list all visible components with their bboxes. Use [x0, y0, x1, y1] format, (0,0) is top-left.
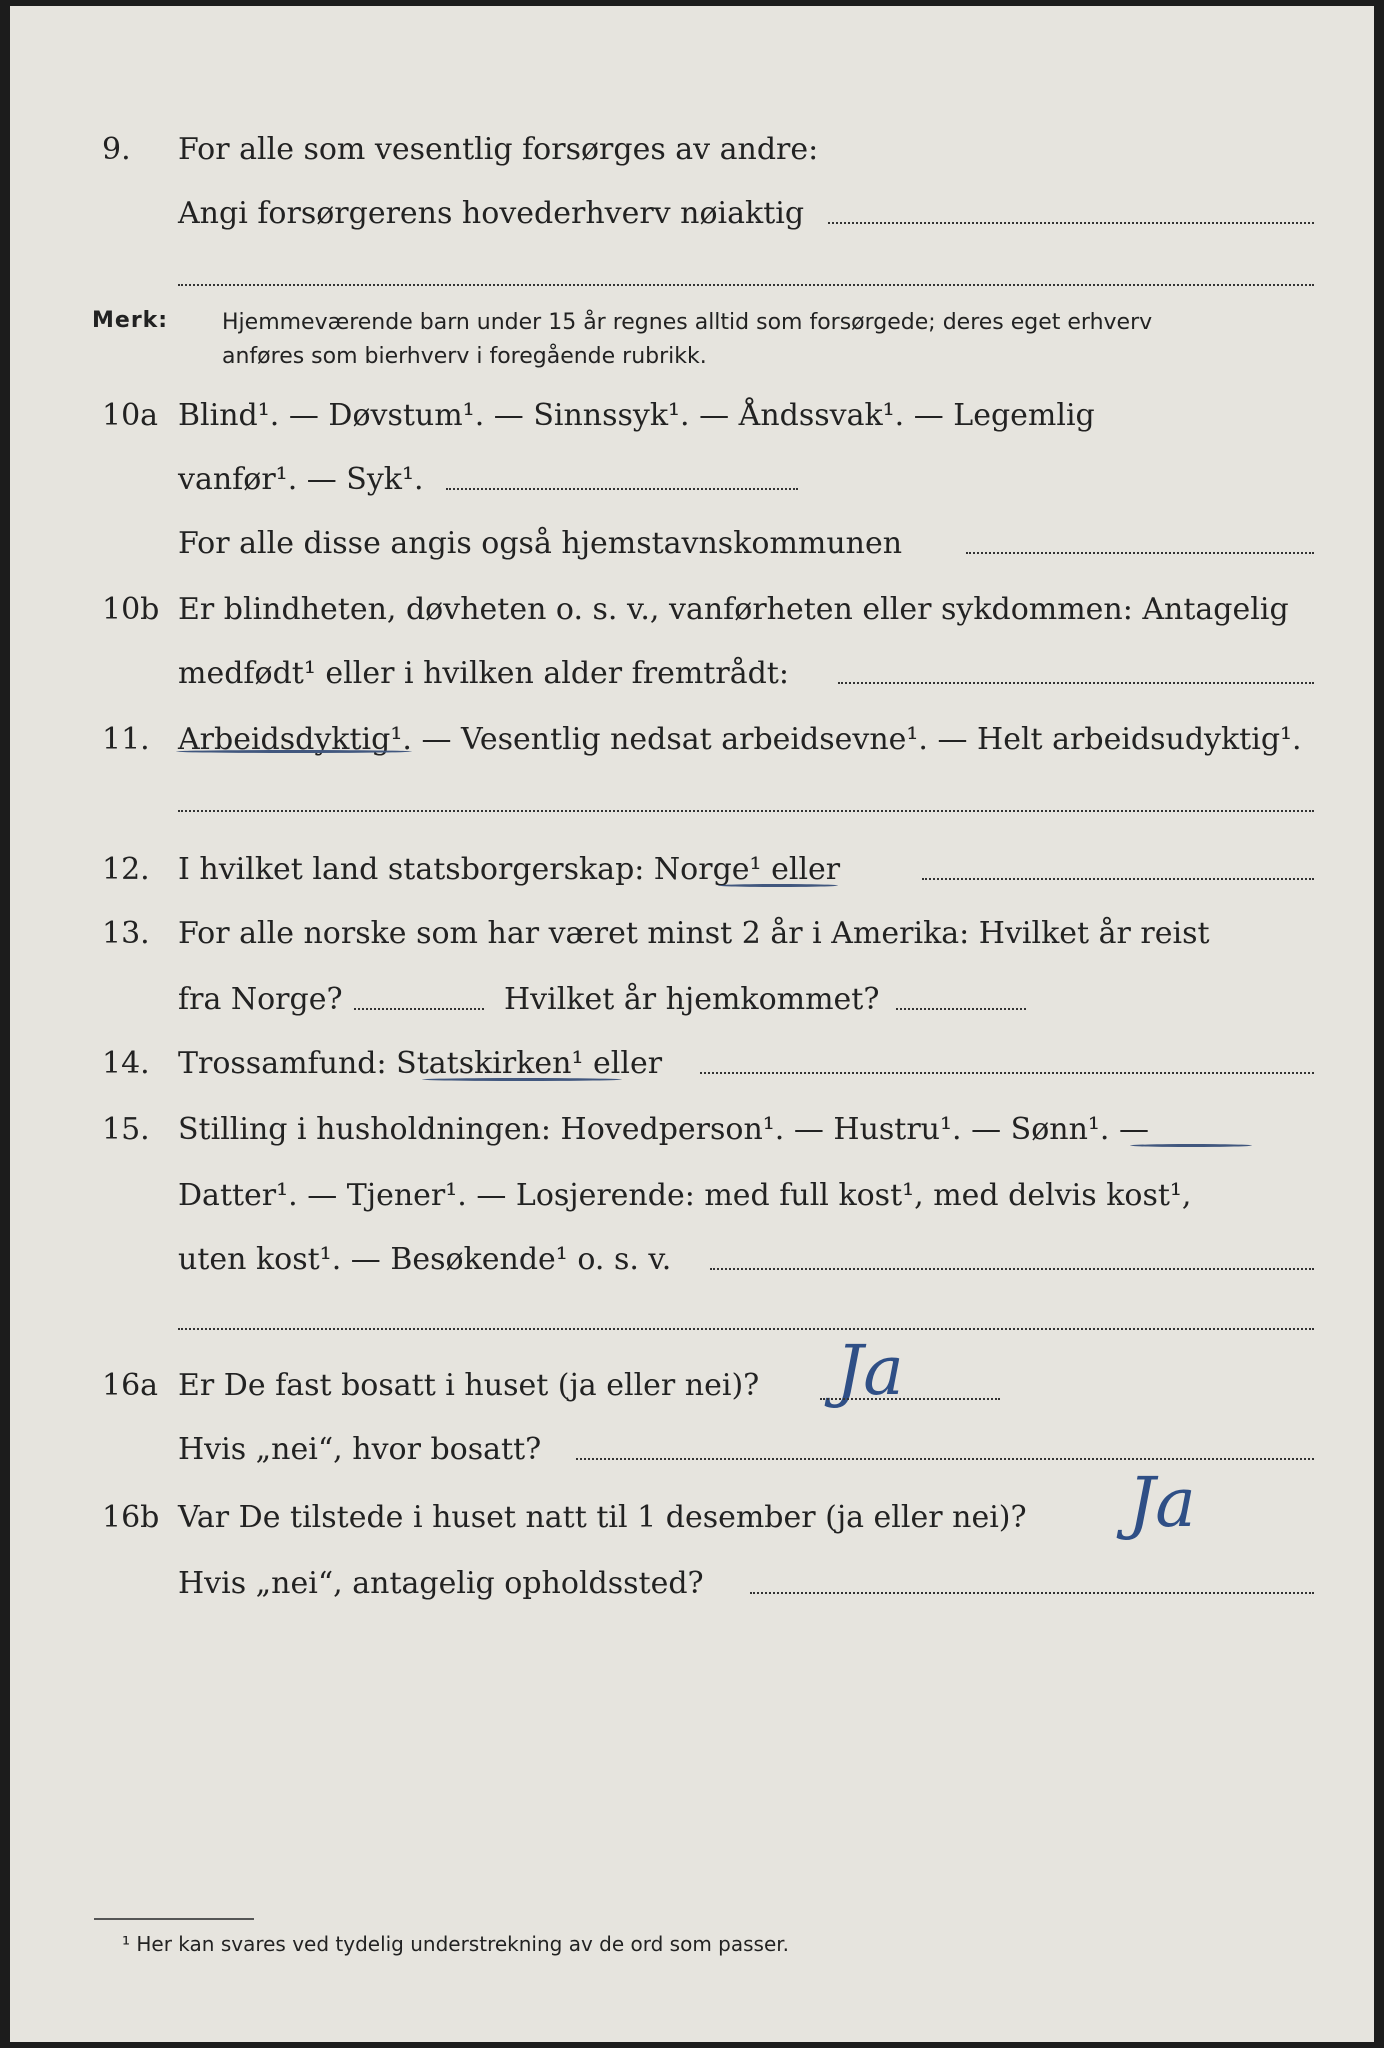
q10a-number: 10a	[102, 398, 159, 433]
q15-dash: —	[1109, 1112, 1150, 1147]
q10a-options-line1: Blind¹. — Døvstum¹. — Sinnssyk¹. — Åndssvak¹. — Legemlig	[178, 398, 1095, 433]
q9-question-line2: Angi forsørgerens hovederhverv nøiaktig	[178, 196, 805, 231]
q15-handwritten-underline	[1130, 1144, 1252, 1147]
q15-options-line1	[178, 1112, 1149, 1147]
q14-question	[178, 1046, 662, 1081]
q15-options-line2: Datter¹. — Tjener¹. — Losjerende: med full kost¹, med delvis kost¹,	[178, 1178, 1192, 1213]
q15-answer-field-2[interactable]	[178, 1328, 1314, 1330]
q12-number: 12.	[102, 852, 150, 887]
q12-answer-field[interactable]	[922, 878, 1314, 880]
q10a-hjemstavn-label: For alle disse angis også hjemstavnskommunen	[178, 526, 903, 561]
merk-note-line2: anføres som bierhverv i foregående rubrikk.	[222, 344, 707, 369]
q9-answer-field-2[interactable]	[178, 284, 1314, 286]
q13-question-line1: For alle norske som har været minst 2 år i Amerika: Hvilket år reist	[178, 916, 1210, 951]
q16b-question-line1: Var De tilstede i huset natt til 1 desember (ja eller nei)?	[178, 1500, 1027, 1535]
q15-answer-field[interactable]	[710, 1268, 1314, 1270]
q16a-number: 16a	[102, 1368, 159, 1403]
q15-options-line3: uten kost¹. — Besøkende¹ o. s. v.	[178, 1242, 672, 1277]
q16a-handwritten-answer: Ja	[836, 1332, 904, 1411]
q12-option-norge[interactable]: Norge¹	[653, 852, 762, 887]
footnote-rule	[94, 1918, 254, 1920]
q16b-number: 16b	[102, 1500, 160, 1535]
q16b-opholdssted-field[interactable]	[750, 1592, 1314, 1594]
q16a-answer-field[interactable]	[820, 1398, 1000, 1400]
q13-hjemkommet-field[interactable]	[896, 1008, 1026, 1010]
q13-reist-field[interactable]	[354, 1008, 484, 1010]
q13-question-hjemkommet: Hvilket år hjemkommet?	[504, 982, 880, 1017]
q14-handwritten-underline	[422, 1078, 622, 1081]
q15-number: 15.	[102, 1112, 150, 1147]
q12-handwritten-underline	[718, 884, 838, 887]
q9-question-line1: For alle som vesentlig forsørges av andre:	[178, 132, 819, 167]
q14-question-text: Trossamfund:	[178, 1046, 397, 1081]
q10b-answer-field[interactable]	[838, 682, 1314, 684]
q10a-options-line2: vanfør¹. — Syk¹.	[178, 462, 424, 497]
q11-handwritten-underline	[176, 750, 412, 753]
q14-option-eller: eller	[583, 1046, 663, 1081]
q10a-hjemstavn-field[interactable]	[966, 552, 1314, 554]
q9-number: 9.	[102, 132, 131, 167]
q13-number: 13.	[102, 916, 150, 951]
q10b-question-line1: Er blindheten, døvheten o. s. v., vanførheten eller sykdommen: Antagelig	[178, 592, 1289, 627]
merk-note-line1: Hjemmeværende barn under 15 år regnes alltid som forsørgede; deres eget erhverv	[222, 310, 1153, 335]
q11-number: 11.	[102, 722, 150, 757]
q13-question-reist: fra Norge?	[178, 982, 343, 1017]
q11-other-options: — Vesentlig nedsat arbeidsevne¹. — Helt arbeidsudyktig¹.	[411, 722, 1302, 757]
q11-answer-field[interactable]	[178, 810, 1314, 812]
q16a-question-line1: Er De fast bosatt i huset (ja eller nei)?	[178, 1368, 760, 1403]
q14-option-statskirken[interactable]: Statskirken¹	[396, 1046, 584, 1081]
q15-option-sonn[interactable]: Sønn¹.	[1010, 1112, 1110, 1147]
q10b-question-line2: medfødt¹ eller i hvilken alder fremtrådt:	[178, 656, 789, 691]
form-page	[10, 6, 1374, 2042]
q15-options-text: Stilling i husholdningen: Hovedperson¹. — Hustru¹. —	[178, 1112, 1011, 1147]
merk-label: Merk:	[92, 308, 169, 333]
footnote: ¹ Her kan svares ved tydelig understrekning av de ord som passer.	[122, 1932, 790, 1956]
q12-option-eller: eller	[761, 852, 841, 887]
q16b-question-line2: Hvis „nei“, antagelig opholdssted?	[178, 1566, 704, 1601]
q12-question-text: I hvilket land statsborgerskap:	[178, 852, 654, 887]
q11-option-arbeidsdyktig[interactable]: Arbeidsdyktig¹.	[178, 722, 412, 757]
q10b-number: 10b	[102, 592, 160, 627]
q12-question	[178, 852, 840, 887]
q16a-question-line2: Hvis „nei“, hvor bosatt?	[178, 1432, 542, 1467]
q16b-handwritten-answer: Ja	[1128, 1464, 1196, 1543]
q14-answer-field[interactable]	[700, 1072, 1314, 1074]
q10a-syk-field[interactable]	[446, 488, 798, 490]
q16a-bosatt-field[interactable]	[576, 1458, 1314, 1460]
q14-number: 14.	[102, 1046, 150, 1081]
q9-answer-field[interactable]	[828, 222, 1314, 224]
